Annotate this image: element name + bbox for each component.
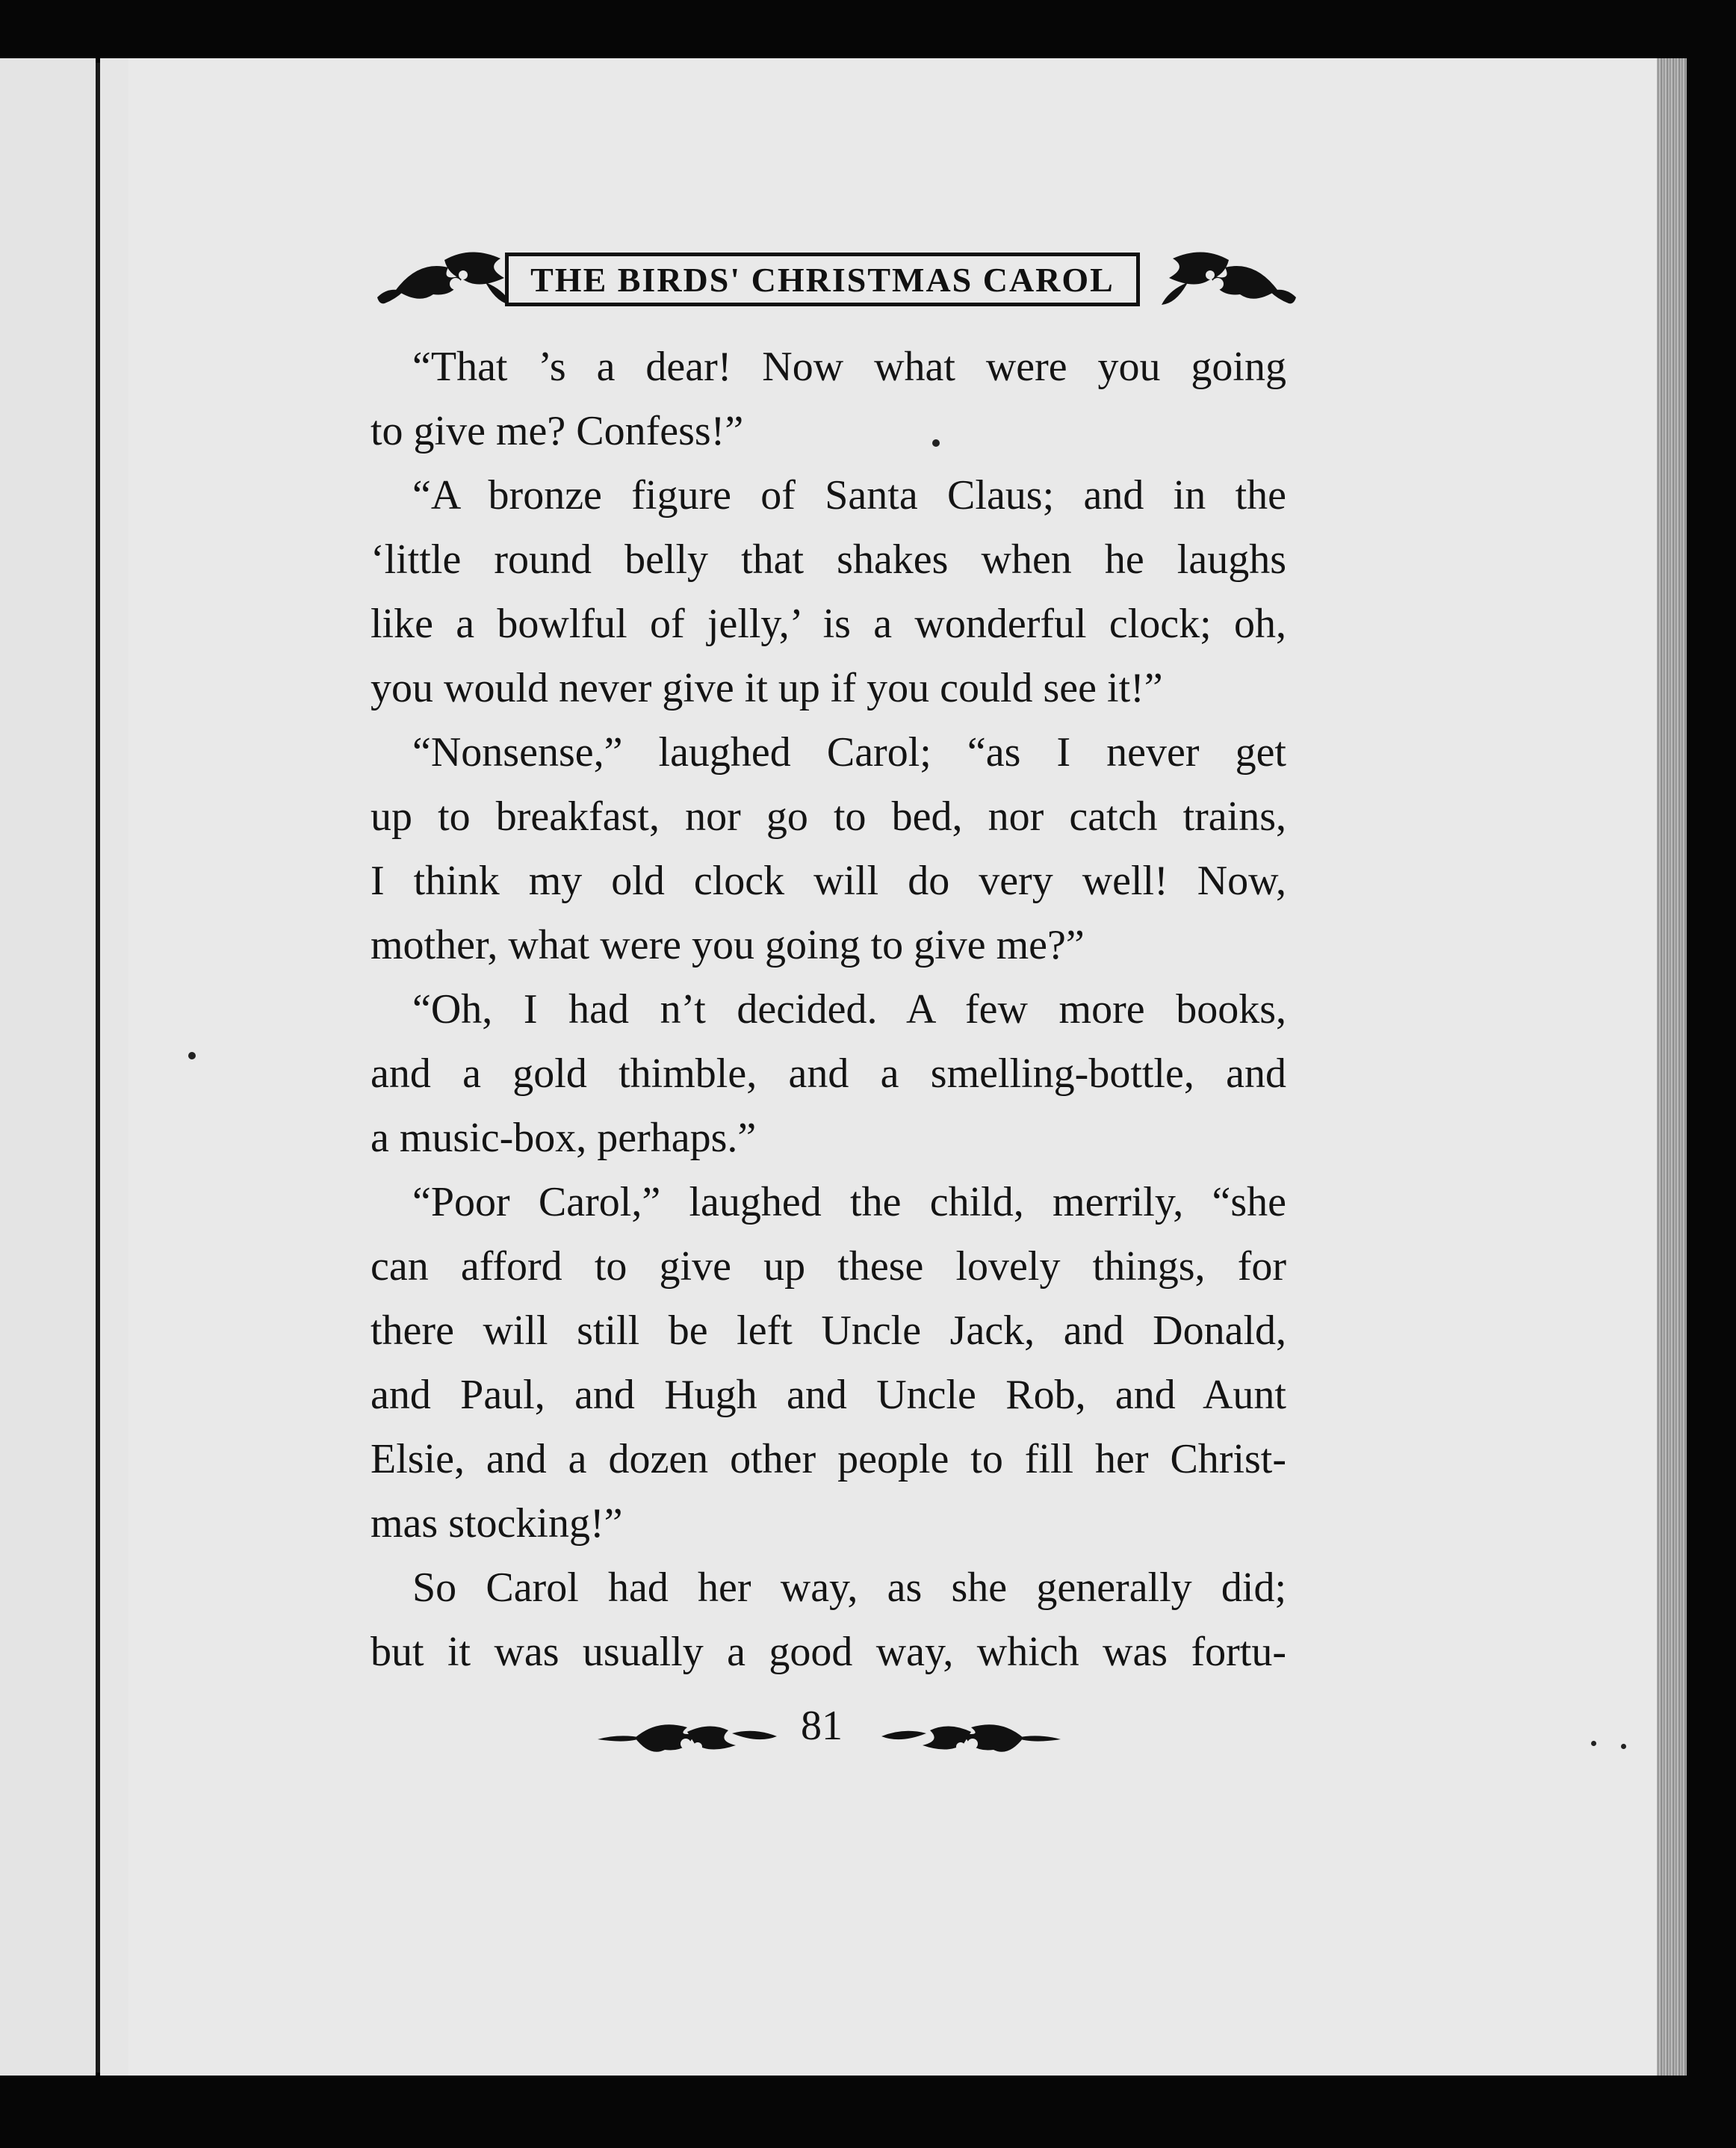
text-line: up to breakfast, nor go to bed, nor catch trains, bbox=[371, 793, 1286, 840]
text-line: to give me? Confess!” bbox=[371, 408, 744, 454]
body-text bbox=[371, 335, 1286, 1684]
page-edge-stack bbox=[1657, 58, 1687, 2076]
text-line: Elsie, and a dozen other people to fill her Christ- bbox=[371, 1436, 1286, 1482]
text-line: ‘little round belly that shakes when he laughs bbox=[371, 536, 1286, 583]
text-line: you would never give it up if you could see it!” bbox=[371, 665, 1163, 711]
text-line: mother, what were you going to give me?” bbox=[371, 922, 1085, 968]
running-head-box bbox=[505, 253, 1140, 306]
scan-speck bbox=[1621, 1744, 1626, 1749]
text-line: “Oh, I had n’t decided. A few more books, bbox=[412, 986, 1286, 1033]
text-line: can afford to give up these lovely things, for bbox=[371, 1243, 1286, 1290]
text-line: mas stocking!” bbox=[371, 1500, 623, 1547]
scan-speck bbox=[1591, 1741, 1596, 1746]
running-head bbox=[373, 238, 1270, 312]
holly-ornament-icon bbox=[1150, 245, 1300, 312]
text-line: “That ’s a dear! Now what were you going bbox=[412, 344, 1286, 390]
page-number: 81 bbox=[801, 1703, 843, 1749]
running-head-title: THE BIRDS' CHRISTMAS CAROL bbox=[530, 260, 1115, 299]
text-line: So Carol had her way, as she generally did; bbox=[412, 1564, 1286, 1611]
gutter-strip bbox=[100, 58, 128, 2076]
text-line: and Paul, and Hugh and Uncle Rob, and Aunt bbox=[371, 1372, 1286, 1418]
text-line: and a gold thimble, and a smelling-bottle, and bbox=[371, 1050, 1286, 1097]
text-line: “Poor Carol,” laughed the child, merrily, “she bbox=[412, 1179, 1286, 1225]
holly-ornament-icon bbox=[373, 245, 523, 312]
text-line: but it was usually a good way, which was fortu- bbox=[371, 1629, 1286, 1675]
text-line: like a bowlful of jelly,’ is a wonderful clock; oh, bbox=[371, 601, 1286, 647]
text-line: I think my old clock will do very well! Now, bbox=[371, 858, 1286, 904]
holly-ornament-icon bbox=[598, 1711, 777, 1763]
facing-page-edge bbox=[0, 58, 96, 2076]
holly-ornament-icon bbox=[881, 1711, 1061, 1763]
text-line: a music-box, perhaps.” bbox=[371, 1115, 757, 1161]
text-line: “Nonsense,” laughed Carol; “as I never get bbox=[412, 729, 1286, 776]
scan-speck bbox=[188, 1052, 196, 1059]
folio bbox=[598, 1696, 1046, 1771]
scan-speck bbox=[932, 439, 940, 447]
text-line: there will still be left Uncle Jack, and Donald, bbox=[371, 1307, 1286, 1354]
text-line: “A bronze figure of Santa Claus; and in the bbox=[412, 472, 1286, 519]
